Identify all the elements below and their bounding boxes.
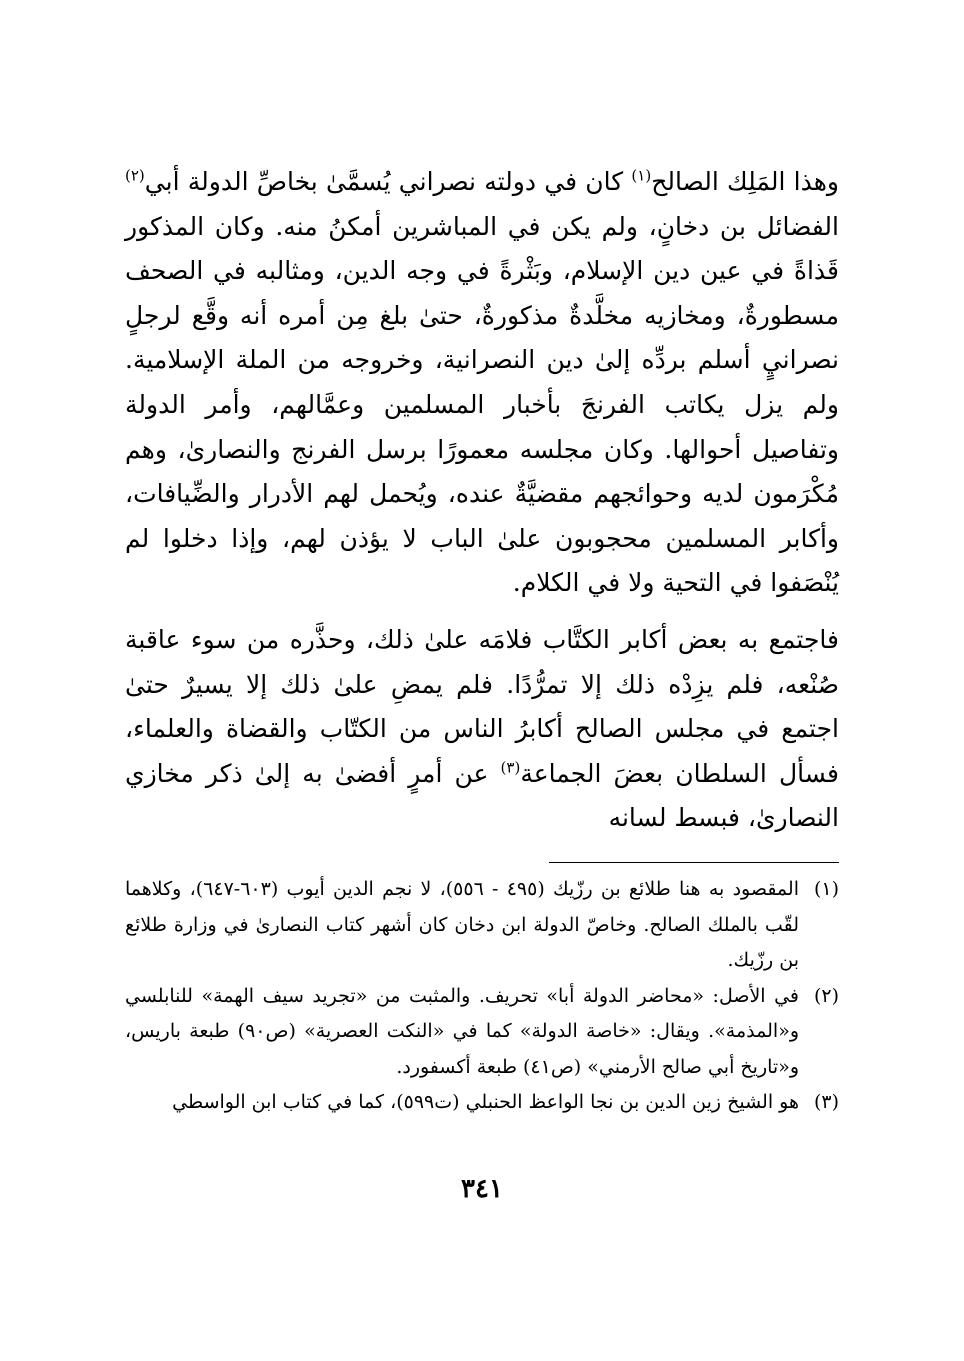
footnote-ref-3: (٣)	[500, 758, 521, 777]
footnote-text: في الأصل: «محاضر الدولة أبا» تحريف. والمثبت من «تجريد سيف الهمة» للنابلسي و«المذمة». ويقال: «خاصة الدولة» كما في «النكت العصرية» (ص٩٠) طبعة باريس، و«تاريخ أبي صالح الأرمني» (ص٤١) طبعة أكسفورد.	[125, 984, 799, 1078]
footnote-number: (٣)	[813, 1091, 839, 1113]
footnote-separator	[549, 862, 839, 863]
footnote-2	[125, 979, 839, 1086]
footnote-number: (١)	[813, 878, 839, 900]
paragraph-1	[125, 160, 839, 606]
paragraph-1-part-1: وهذا المَلِك الصالح	[651, 167, 839, 196]
footnotes	[125, 872, 839, 1121]
paragraph-2-part-1: فاجتمع به بعض أكابر الكتَّاب فلامَه علىٰ ذلك، وحذَّره من سوء عاقبة صُنْعه، فلم يزِدْه ذلك إلا تمرُّدًا. فلم يمضِ علىٰ ذلك إلا يسيرٌ حتىٰ اجتمع في مجلس الصالح أكابرُ الناس من الكتّاب والقضاة والعلماء، فسأل السلطان بعضَ الجماعة	[125, 624, 839, 788]
paragraph-1-part-2: كان في دولته نصراني يُسمَّىٰ بخاصِّ الدولة أبي	[144, 167, 632, 196]
paragraph-1-part-3: الفضائل بن دخانٍ، ولم يكن في المباشرين أمكنُ منه. وكان المذكور قَذاةً في عين دين الإسلام، وبَثْرةً في وجه الدين، ومثالبه في الصحف مسطورةٌ، ومخازيه مخلَّدةٌ مذكورةٌ، حتىٰ بلغ مِن أمره أنه وقَّع لرجلٍ نصرانيٍ أسلم بردِّه إلىٰ دين النصرانية، وخروجه من الملة الإسلامية. ولم يزل يكاتب الفرنجَ بأخبار المسلمين وعمَّالهم، وأمر الدولة وتفاصيل أحوالها. وكان مجلسه معمورًا برسل الفرنج والنصارىٰ، وهم مُكْرَمون لديه وحوائجهم مقضيَّةٌ عنده، ويُحمل لهم الأدرار والضِّيافات، وأكابر المسلمين محجوبون علىٰ الباب لا يؤذن لهم، وإذا دخلوا لم يُنْصَفوا في التحية ولا في الكلام.	[125, 211, 839, 598]
footnote-ref-2: (٢)	[125, 166, 145, 185]
footnote-ref-1: (١)	[631, 166, 652, 185]
paragraph-2-part-2: عن أمرٍ أفضىٰ به إلىٰ ذكر مخازي النصارىٰ، فبسط لسانه	[125, 758, 839, 833]
footnote-1	[125, 872, 839, 979]
footnote-3	[125, 1085, 839, 1121]
page-number: ٣٤١	[461, 1174, 503, 1204]
footnote-text: المقصود به هنا طلائع بن رزّيك (٤٩٥ - ٥٥٦)، لا نجم الدين أيوب (٦٠٣-٦٤٧)، وكلاهما لقّب بالملك الصالح. وخاصّ الدولة ابن دخان كان أشهر كتاب النصارىٰ في وزارة طلائع بن رزّيك.	[125, 878, 799, 971]
footnote-number: (٢)	[813, 984, 839, 1007]
footnote-text: هو الشيخ زين الدين بن نجا الواعظ الحنبلي (ت٥٩٩)، كما في كتاب ابن الواسطي	[172, 1091, 799, 1113]
paragraph-2	[125, 618, 839, 841]
main-text	[125, 160, 839, 853]
